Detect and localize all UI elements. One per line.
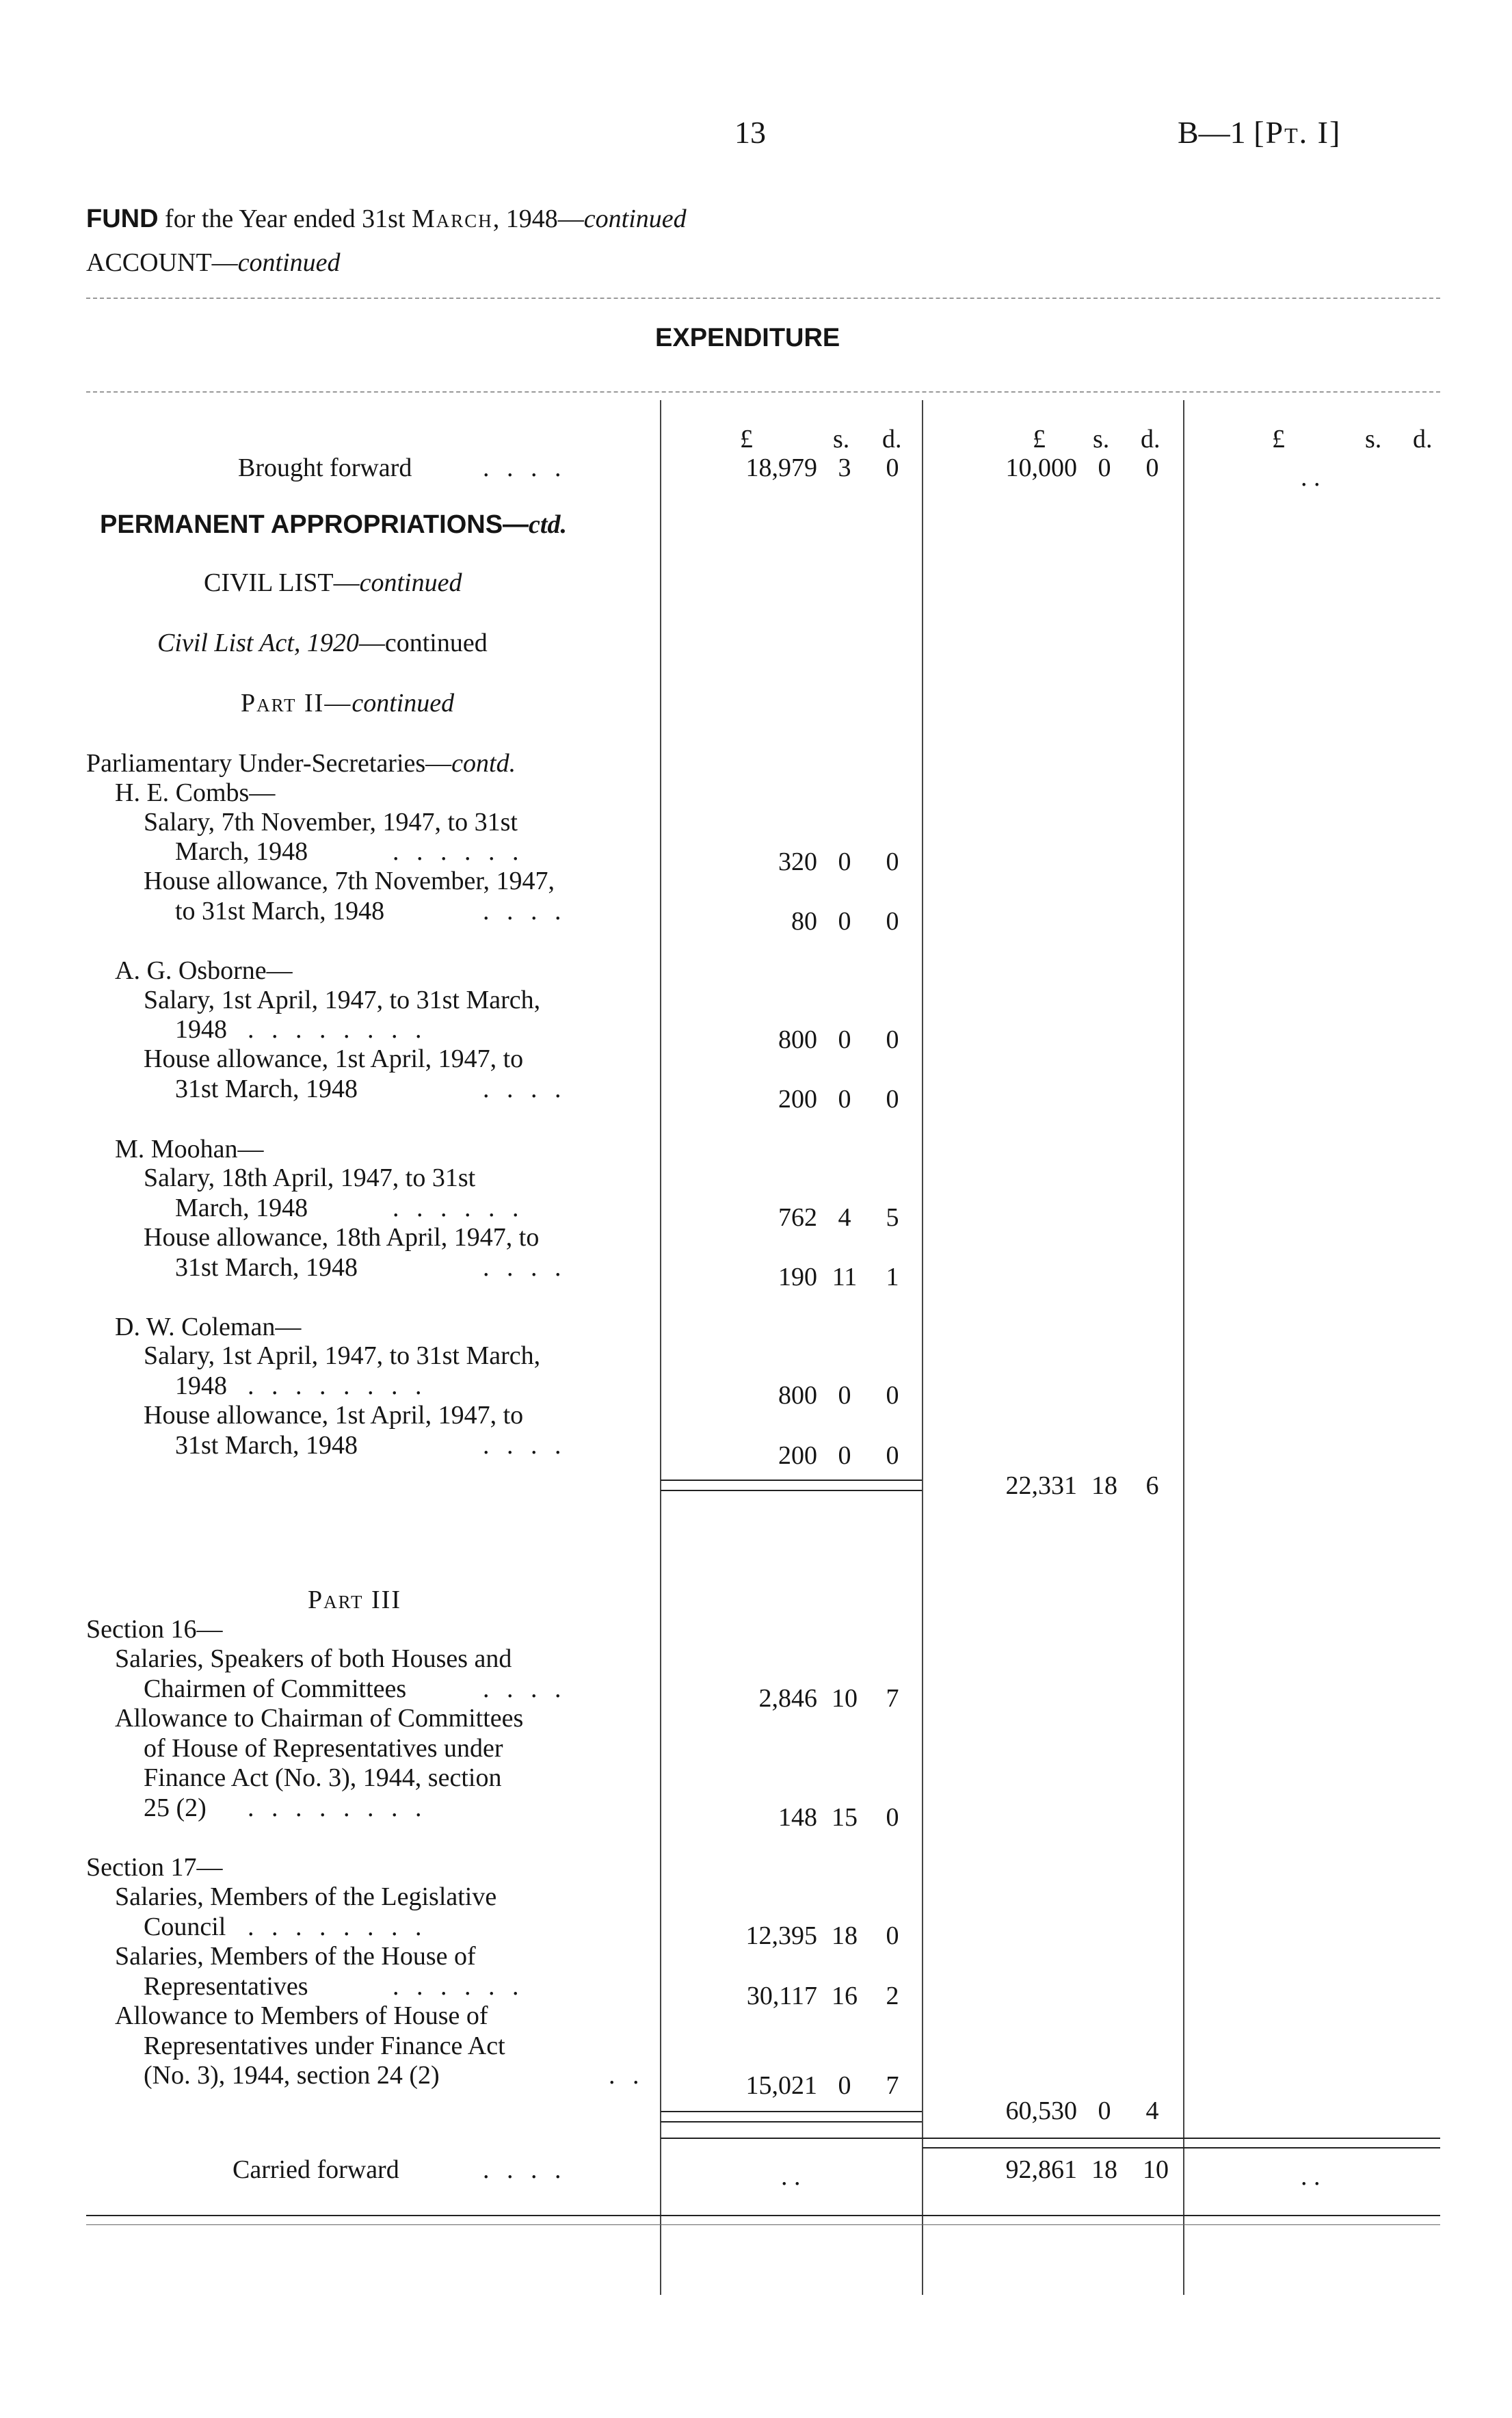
part2-subtotal-rule-bottom	[661, 1490, 922, 1491]
bf-col2-pence: 0	[1145, 454, 1159, 482]
coleman-salary-dots: . . . . . . . .	[248, 1371, 427, 1400]
s17c-pence: 7	[886, 2071, 899, 2100]
coleman-salary-pounds: 800	[778, 1381, 817, 1410]
s17a-shillings: 18	[832, 1921, 858, 1950]
coleman-allowance-line2: 31st March, 1948	[175, 1431, 358, 1460]
carried-forward-label: Carried forward	[233, 2155, 399, 2184]
s17a-pounds: 12,395	[745, 1921, 817, 1950]
part2-subtotal-rule-top	[661, 1480, 922, 1481]
moohan-allowance-pounds: 190	[778, 1263, 817, 1291]
col3-s-header: s.	[1365, 425, 1382, 454]
page-reference	[1178, 115, 1342, 150]
moohan-allowance-dots: . . . .	[483, 1253, 567, 1282]
pus-text: Parliamentary Under-Secretaries—	[86, 749, 452, 778]
part3-total-pounds: 60,530	[1005, 2097, 1077, 2125]
pus-heading	[86, 748, 516, 778]
civil-list-heading	[204, 568, 462, 598]
combs-name: H. E. Combs—	[115, 778, 276, 807]
s16b-pence: 0	[886, 1803, 899, 1832]
bf-col1-pence: 0	[886, 454, 899, 482]
s17b-pence: 2	[886, 1982, 899, 2010]
bottom-rule-2	[86, 2224, 1440, 2225]
s16b-shillings: 15	[832, 1803, 858, 1832]
combs-salary-line2: March, 1948	[175, 837, 308, 866]
top-rule	[86, 298, 1440, 299]
part3-total-shillings: 0	[1098, 2097, 1111, 2125]
column-rule-2	[922, 400, 923, 2295]
osborne-allowance-shillings: 0	[838, 1085, 851, 1114]
section-17-heading: Section 17—	[86, 1853, 223, 1882]
s17b-dots: . . . . . .	[393, 1972, 525, 2001]
col2-s-header: s.	[1093, 425, 1110, 454]
bf-col1-shillings: 3	[838, 454, 851, 482]
section-16-heading: Section 16—	[86, 1615, 223, 1644]
osborne-salary-dots: . . . . . . . .	[248, 1015, 427, 1044]
moohan-allowance-pence: 1	[886, 1263, 899, 1291]
combs-salary-pence: 0	[886, 847, 899, 876]
s17c-line1: Allowance to Members of House of	[115, 2001, 488, 2030]
moohan-salary-dots: . . . . . .	[393, 1194, 525, 1222]
part2-cont: continued	[352, 689, 455, 718]
section-title: EXPENDITURE	[655, 324, 840, 352]
osborne-allowance-dots: . . . .	[483, 1075, 567, 1103]
part3-total-pence: 4	[1145, 2097, 1159, 2125]
fund-word: FUND	[86, 205, 159, 233]
s17c-shillings: 0	[838, 2071, 851, 2100]
account-continued: continued	[237, 248, 341, 277]
coleman-salary-line2: 1948	[175, 1371, 227, 1400]
combs-salary-line1: Salary, 7th November, 1947, to 31st	[144, 808, 518, 837]
bottom-rule-1	[86, 2215, 1440, 2216]
column-rule-1	[660, 400, 661, 2295]
ref-prefix: B—1	[1178, 115, 1246, 150]
moohan-salary-line2: March, 1948	[175, 1194, 308, 1222]
s16b-dots: . . . . . . . .	[248, 1793, 427, 1822]
s17a-line2: Council	[144, 1913, 226, 1941]
coleman-allowance-line1: House allowance, 1st April, 1947, to	[144, 1401, 524, 1430]
civil-cont: continued	[359, 568, 462, 597]
column-rule-3	[1183, 400, 1184, 2295]
combs-allowance-pence: 0	[886, 907, 899, 936]
combs-allowance-line1: House allowance, 7th November, 1947,	[144, 867, 555, 895]
carried-forward-rule-top-2	[923, 2147, 1440, 2148]
s17c-dots: . .	[609, 2061, 645, 2090]
osborne-salary-pence: 0	[886, 1025, 899, 1054]
combs-salary-shillings: 0	[838, 847, 851, 876]
s16a-dots: . . . .	[483, 1674, 567, 1703]
part2-total-pence: 6	[1145, 1471, 1159, 1500]
s16b-line2: of House of Representatives under	[144, 1734, 503, 1763]
moohan-name: M. Moohan—	[115, 1135, 264, 1164]
moohan-salary-pounds: 762	[778, 1203, 817, 1232]
cf-col2-shillings: 18	[1091, 2155, 1117, 2184]
col2-pound-header: £	[1033, 425, 1046, 454]
coleman-allowance-shillings: 0	[838, 1441, 851, 1470]
moohan-allowance-line2: 31st March, 1948	[175, 1253, 358, 1282]
osborne-allowance-line2: 31st March, 1948	[175, 1075, 358, 1103]
osborne-allowance-pounds: 200	[778, 1085, 817, 1114]
act-text: Civil List Act, 1920	[157, 629, 359, 657]
act-cont: —continued	[358, 629, 488, 657]
cf-col3-dots: . .	[1301, 2162, 1321, 2191]
col2-d-header: d.	[1141, 425, 1160, 454]
col1-s-header: s.	[833, 425, 850, 454]
civil-list-act-heading	[157, 628, 488, 658]
part2-total-shillings: 18	[1091, 1471, 1117, 1500]
s16b-line3: Finance Act (No. 3), 1944, section	[144, 1763, 502, 1792]
osborne-salary-line2: 1948	[175, 1015, 227, 1044]
fund-month: March	[411, 205, 493, 233]
combs-allowance-shillings: 0	[838, 907, 851, 936]
brought-forward-dots: . . . .	[483, 454, 567, 482]
fund-text: for the Year ended 31st	[165, 205, 406, 233]
s17b-shillings: 16	[832, 1982, 858, 2010]
bf-col1-pounds: 18,979	[745, 454, 817, 482]
part-ii-heading	[241, 688, 454, 718]
s17b-line2: Representatives	[144, 1972, 308, 2001]
civil-text: CIVIL LIST—	[204, 568, 360, 597]
bf-col2-pounds: 10,000	[1005, 454, 1077, 482]
coleman-allowance-pence: 0	[886, 1441, 899, 1470]
col3-d-header: d.	[1413, 425, 1433, 454]
fund-year: , 1948—	[492, 205, 584, 233]
s16a-pounds: 2,846	[758, 1684, 817, 1713]
s17a-dots: . . . . . . . .	[248, 1913, 427, 1941]
coleman-salary-line1: Salary, 1st April, 1947, to 31st March,	[144, 1341, 541, 1370]
combs-allowance-dots: . . . .	[483, 897, 567, 925]
coleman-allowance-pounds: 200	[778, 1441, 817, 1470]
col1-pound-header: £	[740, 425, 753, 454]
moohan-salary-shillings: 4	[838, 1203, 851, 1232]
carried-forward-dots: . . . .	[483, 2155, 567, 2184]
pus-ctd: contd.	[451, 749, 516, 778]
permanent-appropriations-heading	[100, 510, 567, 540]
col1-d-header: d.	[882, 425, 902, 454]
ref-part: [Pt. I]	[1254, 115, 1342, 150]
cf-col2-pounds: 92,861	[1005, 2155, 1077, 2184]
header-rule	[86, 391, 1440, 393]
moohan-allowance-shillings: 11	[832, 1263, 858, 1291]
combs-salary-dots: . . . . . .	[393, 837, 525, 866]
osborne-allowance-pence: 0	[886, 1085, 899, 1114]
combs-allowance-pounds: 80	[791, 907, 817, 936]
osborne-name: A. G. Osborne—	[115, 956, 293, 985]
page-number: 13	[734, 115, 766, 150]
cf-col2-pence: 10	[1143, 2155, 1169, 2184]
fund-continued: continued	[583, 205, 687, 233]
coleman-salary-pence: 0	[886, 1381, 899, 1410]
moohan-allowance-line1: House allowance, 18th April, 1947, to	[144, 1223, 540, 1252]
combs-salary-pounds: 320	[778, 847, 817, 876]
bf-col3-dots: . .	[1301, 463, 1321, 492]
s16b-pounds: 148	[778, 1803, 817, 1832]
s16a-line1: Salaries, Speakers of both Houses and	[115, 1644, 512, 1673]
coleman-name: D. W. Coleman—	[115, 1313, 302, 1341]
osborne-salary-line1: Salary, 1st April, 1947, to 31st March,	[144, 986, 541, 1014]
s16a-pence: 7	[886, 1684, 899, 1713]
combs-allowance-line2: to 31st March, 1948	[175, 897, 385, 925]
s17c-line2: Representatives under Finance Act	[144, 2032, 505, 2060]
cf-col1-dots: . .	[781, 2162, 801, 2191]
carried-forward-rule-top	[661, 2138, 1440, 2139]
s17a-pence: 0	[886, 1921, 899, 1950]
moohan-salary-line1: Salary, 18th April, 1947, to 31st	[144, 1164, 476, 1192]
bf-col2-shillings: 0	[1098, 454, 1111, 482]
s16a-shillings: 10	[832, 1684, 858, 1713]
perm-ctd: ctd.	[529, 510, 567, 539]
s17c-line3: (No. 3), 1944, section 24 (2)	[144, 2061, 440, 2090]
part2-total-pounds: 22,331	[1005, 1471, 1077, 1500]
s17a-line1: Salaries, Members of the Legislative	[115, 1882, 497, 1911]
s17b-pounds: 30,117	[746, 1982, 817, 2010]
col3-pound-header: £	[1272, 425, 1285, 454]
osborne-salary-shillings: 0	[838, 1025, 851, 1054]
account-title	[86, 248, 341, 278]
part2-text: Part II—	[241, 689, 352, 718]
account-word: ACCOUNT—	[86, 248, 238, 277]
moohan-salary-pence: 5	[886, 1203, 899, 1232]
s16b-line4: 25 (2)	[144, 1793, 207, 1822]
s16a-line2: Chairmen of Committees	[144, 1674, 407, 1703]
s17b-line1: Salaries, Members of the House of	[115, 1942, 476, 1971]
perm-text: PERMANENT APPROPRIATIONS—	[100, 510, 529, 539]
osborne-salary-pounds: 800	[778, 1025, 817, 1054]
fund-title	[86, 204, 687, 234]
coleman-allowance-dots: . . . .	[483, 1431, 567, 1460]
s16b-line1: Allowance to Chairman of Committees	[115, 1704, 524, 1733]
coleman-salary-shillings: 0	[838, 1381, 851, 1410]
part3-subtotal-rule-bottom	[661, 2121, 922, 2123]
part-iii-heading: Part III	[308, 1586, 401, 1614]
osborne-allowance-line1: House allowance, 1st April, 1947, to	[144, 1044, 524, 1073]
brought-forward-label: Brought forward	[238, 454, 412, 482]
part3-subtotal-rule-top	[661, 2111, 922, 2112]
s17c-pounds: 15,021	[745, 2071, 817, 2100]
